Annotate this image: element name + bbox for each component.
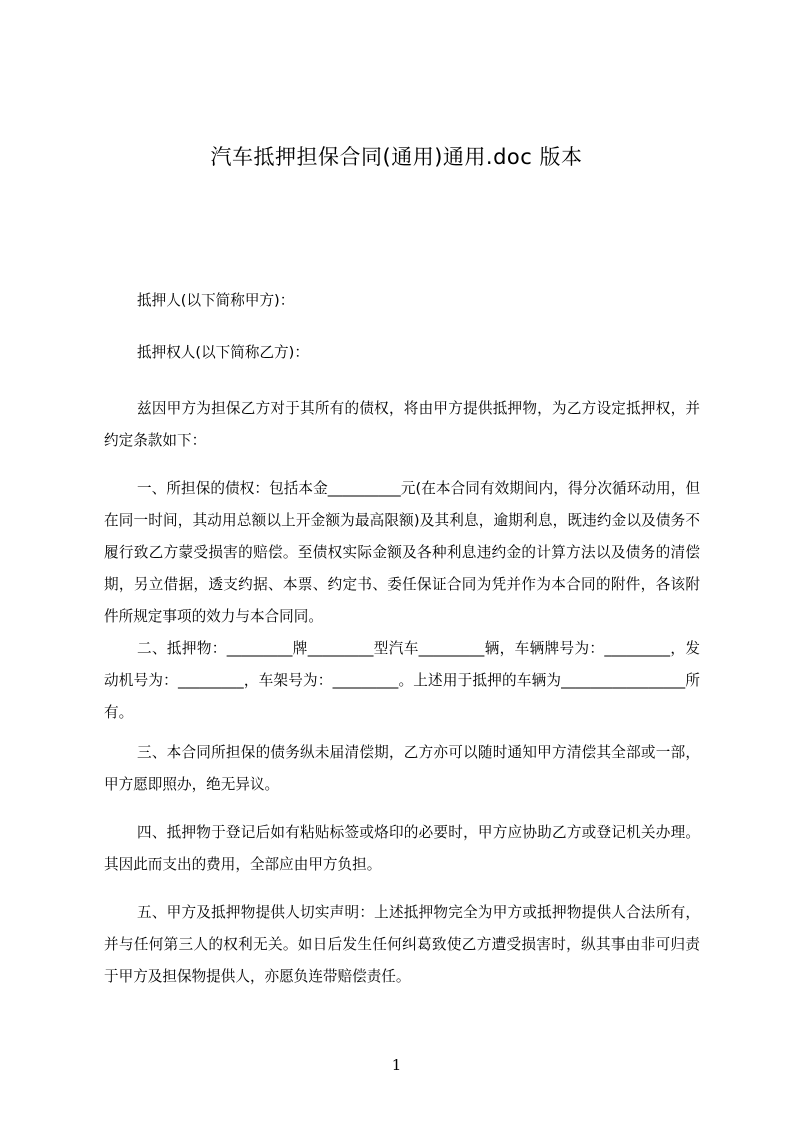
paragraph-clause-5: 五、甲方及抵押物提供人切实声明：上述抵押物完全为甲方或抵押物提供人合法所有，并与任何第三人的权利无关。如日后发生任何纠葛致使乙方遭受损害时，纵其事由非可归责于甲方及担保物提供人，亦愿负连带赔偿责任。 (104, 904, 700, 985)
paragraph-preamble: 兹因甲方为担保乙方对于其所有的债权，将由甲方提供抵押物，为乙方设定抵押权，并约定条款如下： (104, 400, 700, 449)
page-number: 1 (391, 1056, 402, 1074)
paragraph-clause-1: 一、所担保的债权：包括本金__________元(在本合同有效期间内，得分次循环动用，但在同一时间，其动用总额以上开金额为最高限额)及其利息，逾期利息，既违约金以及债务不履行致乙方蒙受损害的赔偿。至债权实际金额及各种利息违约金的计算方法以及债务的清偿期，另立借据，透支约据、本票、约定书、委任保证合同为凭并作为本合同的附件，各该附件所规定事项的效力与本合同同。 (104, 480, 700, 625)
paragraph-mortgagor: 抵押人(以下简称甲方)： (137, 292, 295, 309)
paragraph-clause-4: 四、抵押物于登记后如有粘贴标签或烙印的必要时，甲方应协助乙方或登记机关办理。其因此而支出的费用，全部应由甲方负担。 (104, 824, 700, 873)
paragraph-mortgagee: 抵押权人(以下简称乙方)： (137, 344, 309, 361)
paragraph-clause-2: 二、抵押物：_________牌_________型汽车_________辆，车辆牌号为：_________，发动机号为：_________，车架号为：_________。上述用于抵押的车辆为_________________所有。 (104, 640, 700, 721)
paragraph-clause-3: 三、本合同所担保的债务纵未届清偿期，乙方亦可以随时通知甲方清偿其全部或一部，甲方愿即照办，绝无异议。 (104, 744, 700, 793)
document-title: 汽车抵押担保合同(通用)通用.doc 版本 (210, 145, 583, 169)
